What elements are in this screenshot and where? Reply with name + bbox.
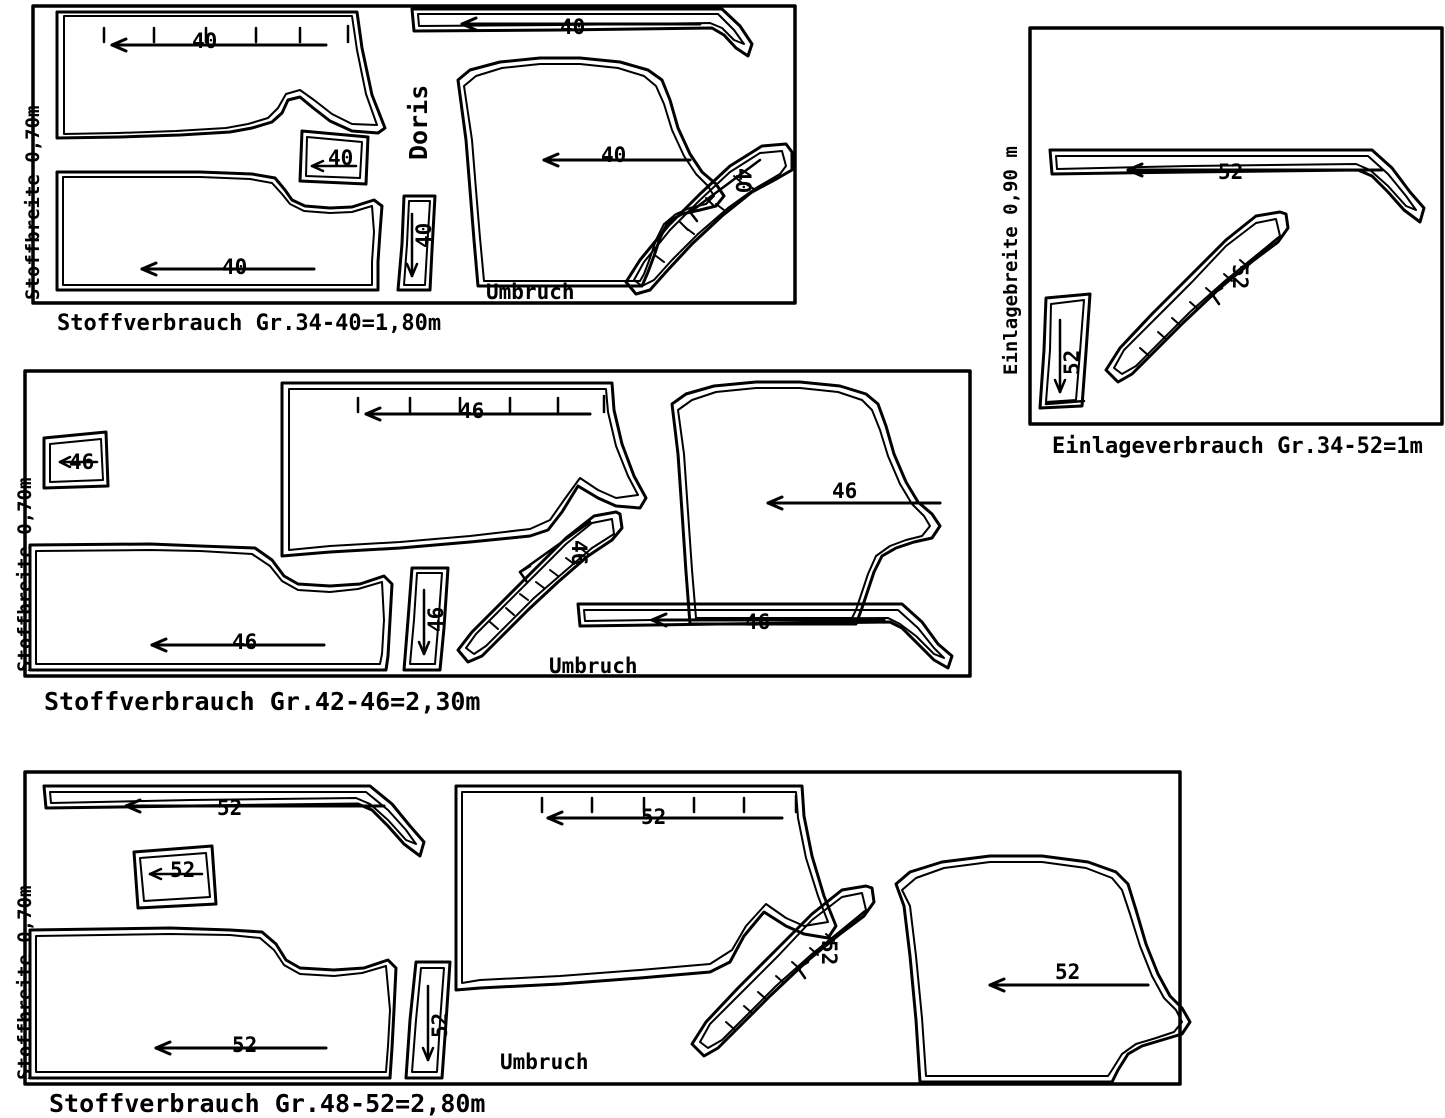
size-label-1d: 40 — [412, 222, 436, 248]
size-label-4c: 52 — [1060, 349, 1084, 375]
brand-name: Doris — [404, 84, 433, 160]
size-label-3b: 52 — [170, 858, 196, 882]
interlining-consumption-caption: Einlageverbrauch Gr.34-52=1m — [1052, 434, 1423, 459]
size-label-3f: 52 — [232, 1033, 258, 1057]
fabric-width-label-2: Stoffbreite 0,70m — [14, 477, 36, 672]
size-label-1e: 40 — [560, 15, 586, 39]
piece-back-3 — [30, 928, 396, 1078]
size-label-1b: 40 — [222, 255, 248, 279]
size-label-1g: 40 — [731, 168, 755, 194]
fabric-consumption-caption-2: Stoffverbrauch Gr.42-46=2,30m — [44, 687, 481, 716]
piece-sleeve-3 — [896, 856, 1190, 1082]
fabric-rect-2 — [25, 371, 970, 676]
piece-curve-4 — [1106, 212, 1288, 382]
size-label-1a: 40 — [192, 29, 218, 53]
size-label-1f: 40 — [601, 143, 627, 167]
size-label-2c: 46 — [832, 479, 858, 503]
size-label-2g: 46 — [745, 610, 771, 634]
size-label-2b: 46 — [69, 450, 95, 474]
size-label-3d: 52 — [817, 940, 841, 966]
size-label-3a: 52 — [217, 796, 243, 820]
fold-label-3: Umbruch — [500, 1050, 589, 1074]
size-label-2d: 46 — [567, 540, 591, 566]
size-label-2e: 46 — [232, 630, 258, 654]
fabric-width-label-3: Stoffbreite 0,70m — [14, 885, 36, 1080]
piece-curve-3 — [692, 886, 874, 1056]
fabric-consumption-caption-3: Stoffverbrauch Gr.48-52=2,80m — [49, 1089, 486, 1118]
interlining-width-label: Einlagebreite 0,90 m — [1000, 146, 1022, 375]
piece-front-1 — [57, 12, 385, 138]
piece-back-2 — [30, 544, 392, 670]
piece-curve-1 — [626, 144, 792, 294]
size-label-3e: 52 — [1055, 960, 1081, 984]
size-label-3g: 52 — [428, 1012, 452, 1038]
fold-label-1: Umbruch — [486, 280, 575, 304]
fabric-consumption-caption-1: Stoffverbrauch Gr.34-40=1,80m — [57, 311, 442, 336]
size-label-2f: 46 — [424, 606, 448, 632]
size-label-4a: 52 — [1218, 160, 1244, 184]
size-label-2a: 46 — [459, 399, 485, 423]
piece-back-1 — [57, 172, 382, 290]
fold-label-2: Umbruch — [549, 654, 638, 678]
fabric-width-label-1: Stoffbreite 0,70m — [22, 105, 44, 300]
size-label-1c: 40 — [328, 146, 354, 170]
fabric-rect-4 — [1030, 28, 1442, 424]
size-label-3c: 52 — [641, 805, 667, 829]
size-label-4b: 52 — [1228, 264, 1252, 290]
